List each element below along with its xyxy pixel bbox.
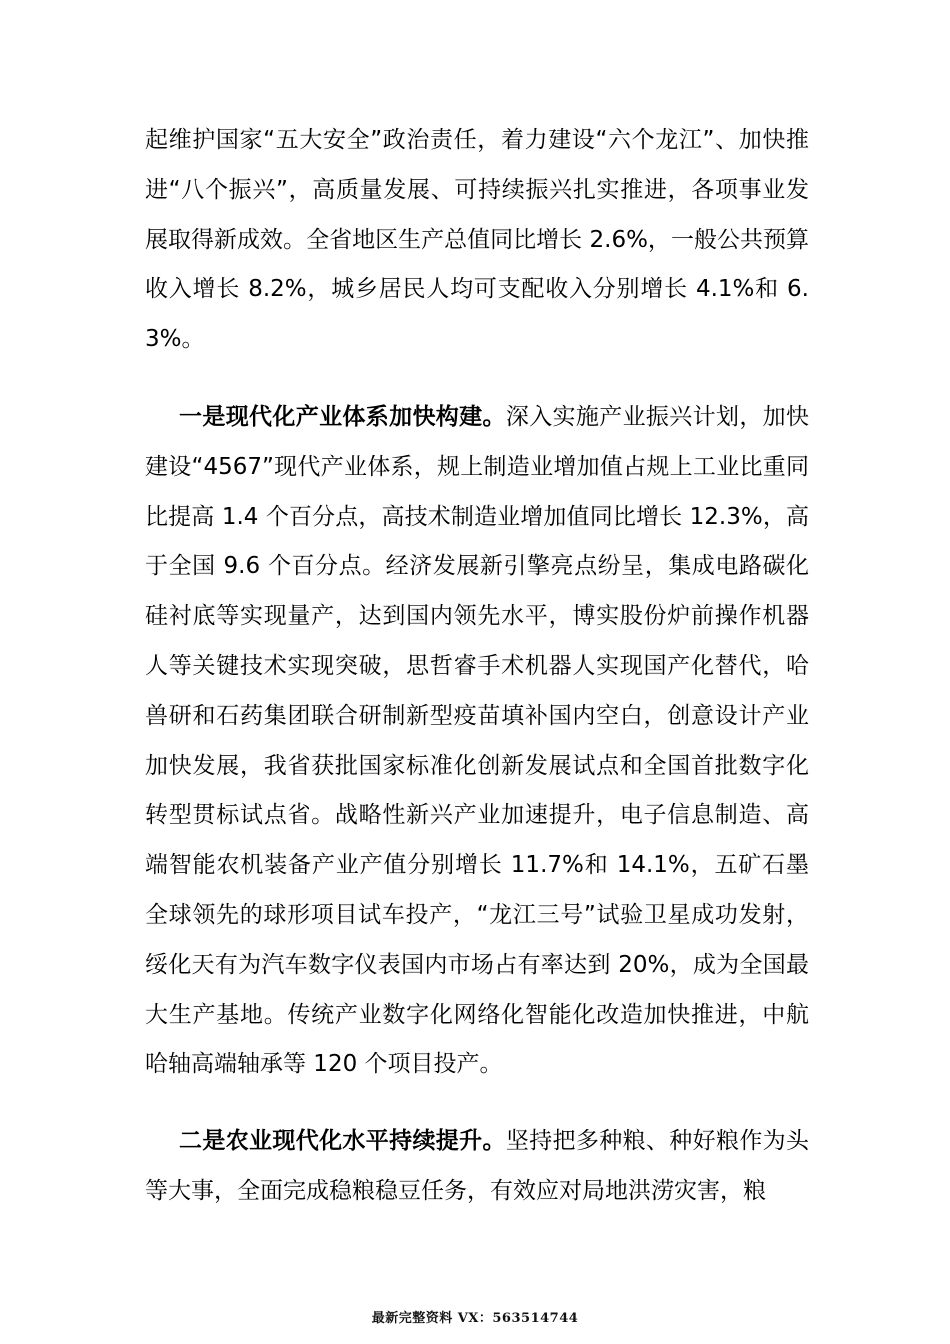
paragraph-agriculture (145, 1117, 809, 1217)
paragraph-intro (145, 116, 809, 365)
paragraph-agriculture-text: 坚持把多种粮、种好粮作为头等大事，全面完成稳粮稳豆任务，有效应对局地洪涝灾害，粮 (145, 1128, 810, 1204)
paragraph-industry-heading: 一是现代化产业体系加快构建。 (179, 404, 506, 430)
footer-contact-note: 最新完整资料 VX：563514744 (371, 1311, 579, 1326)
paragraph-intro-text: 起维护国家“五大安全”政治责任，着力建设“六个龙江”、加快推进“八个振兴”，高质量发展、可持续振兴扎实推进，各项事业发展取得新成效。全省地区生产总值同比增长 2.6%，一般公共预算收入增长 8.2%，城乡居民人均可支配收入分别增长 4.1%和 6.3%。 (145, 127, 809, 353)
paragraph-industry (145, 393, 809, 1090)
paragraph-industry-text: 深入实施产业振兴计划，加快建设“4567”现代产业体系，规上制造业增加值占规上工业比重同比提高 1.4 个百分点，高技术制造业增加值同比增长 12.3%，高于全国 9.6 个百分点。经济发展新引擎亮点纷呈，集成电路碳化硅衬底等实现量产，达到国内领先水平，博实股份炉前操作机器人等关键技术实现突破，思哲睿手术机器人实现国产化替代，哈兽研和石药集团联合研制新型疫苗填补国内空白，创意设计产业加快发展，我省获批国家标准化创新发展试点和全国首批数字化转型贯标试点省。战略性新兴产业加速提升，电子信息制造、高端智能农机装备产业产值分别增长 11.7%和 14.1%，五矿石墨全球领先的球形项目试车投产，“龙江三号”试验卫星成功发射，绥化天有为汽车数字仪表国内市场占有率达到 20%，成为全国最大生产基地。传统产业数字化网络化智能化改造加快推进，中航哈轴高端轴承等 120 个项目投产。 (145, 404, 810, 1078)
paragraph-agriculture-heading: 二是农业现代化水平持续提升。 (179, 1128, 506, 1154)
